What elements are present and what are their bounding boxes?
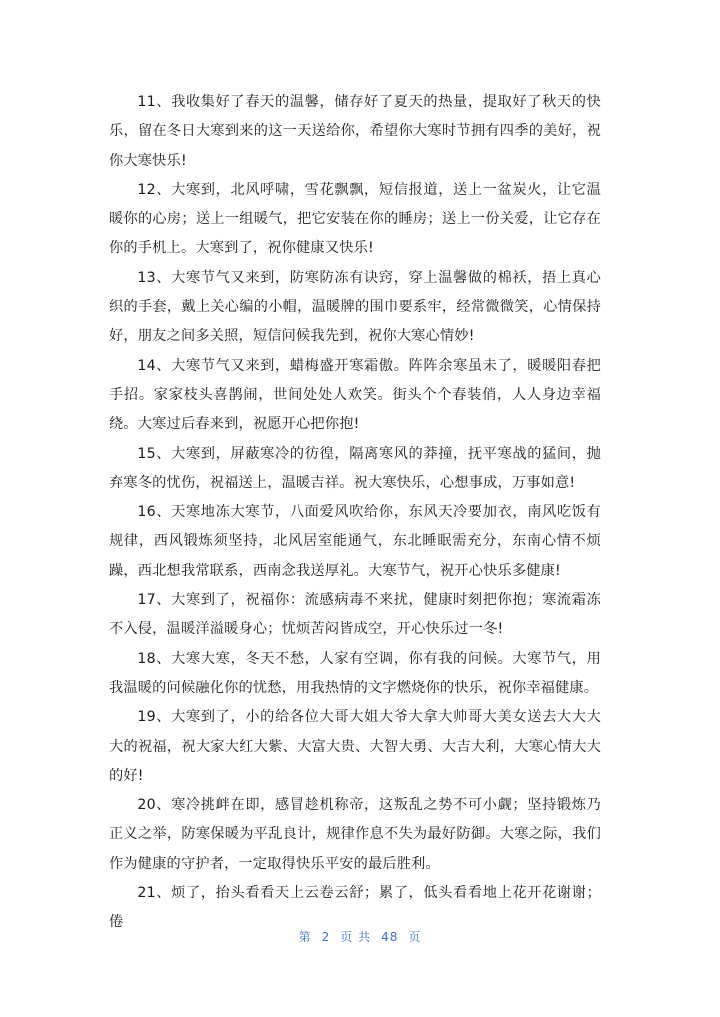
paragraph-19: 19、大寒到了，小的给各位大哥大姐大爷大拿大帅哥大美女送去大大大大的祝福，祝大家大红大紫、大富大贵、大智大勇、大吉大利，大寒心情大大的好! — [109, 709, 601, 784]
paragraph-15: 15、大寒到，屏蔽寒冷的彷徨，隔离寒风的莽撞，抚平寒战的猛间，抛弃寒冬的忧伤，祝福送上，温暖吉祥。祝大寒快乐，心想事成，万事如意! — [109, 445, 601, 491]
document-body — [109, 88, 601, 938]
paragraph-14: 14、大寒节气又来到，蜡梅盛开寒霜傲。阵阵余寒虽未了，暖暖阳春把手招。家家枝头喜鹊闹，世间处处人欢笑。街头个个春装俏，人人身边幸福绕。大寒过后春来到，祝愿开心把你抱! — [109, 357, 601, 433]
footer-prefix: 第 — [298, 930, 312, 944]
paragraph-16: 16、天寒地冻大寒节，八面爱风吹给你，东风天冷要加衣，南风吃饭有规律，西风锻炼须坚持，北风居室能通气，东北睡眠需充分，东南心情不烦躁，西北想我常联系，西南念我送厚礼。大寒节气，祝开心快乐多健康! — [109, 504, 601, 579]
page-footer — [0, 928, 720, 945]
paragraph-20: 20、寒冷挑衅在即，感冒趁机称帝，这叛乱之势不可小觑；坚持锻炼乃正义之举，防寒保暖为平乱良计，规律作息不失为最好防御。大寒之际，我们作为健康的守护者，一定取得快乐平安的最后胜利。 — [109, 797, 601, 872]
paragraph-13: 13、大寒节气又来到，防寒防冻有诀窍，穿上温馨做的棉袄，捂上真心织的手套，戴上关心编的小帽，温暖牌的围巾要系牢，经常微微笑，心情保持好，朋友之间多关照，短信问候我先到，祝你大寒心情妙! — [109, 269, 601, 345]
paragraph-11: 11、我收集好了春天的温馨，储存好了夏天的热量，提取好了秋天的快乐，留在冬日大寒到来的这一天送给你，希望你大寒时节拥有四季的美好，祝你大寒快乐! — [109, 94, 601, 169]
paragraph-12: 12、大寒到，北风呼啸，雪花飘飘，短信报道，送上一盆炭火，让它温暖你的心房；送上一组暖气，把它安装在你的睡房；送上一份关爱，让它存在你的手机上。大寒到了，祝你健康又快乐! — [109, 181, 601, 257]
footer-middle: 页 共 — [340, 930, 372, 944]
footer-suffix: 页 — [408, 930, 422, 944]
paragraph-17: 17、大寒到了，祝福你：流感病毒不来扰，健康时刻把你抱；寒流霜冻不入侵，温暖洋溢暖身心；忧烦苦闷皆成空，开心快乐过一冬! — [109, 592, 601, 638]
footer-current-page: 2 — [321, 930, 331, 944]
footer-total-pages: 48 — [381, 930, 399, 944]
paragraph-21: 21、烦了，抬头看看天上云卷云舒；累了，低头看看地上花开花谢谢；倦 — [109, 885, 601, 931]
paragraph-18: 18、大寒大寒，冬天不愁，人家有空调，你有我的问候。大寒节气，用我温暖的问候融化你的忧愁，用我热情的文字燃烧你的快乐，祝你幸福健康。 — [109, 650, 601, 696]
